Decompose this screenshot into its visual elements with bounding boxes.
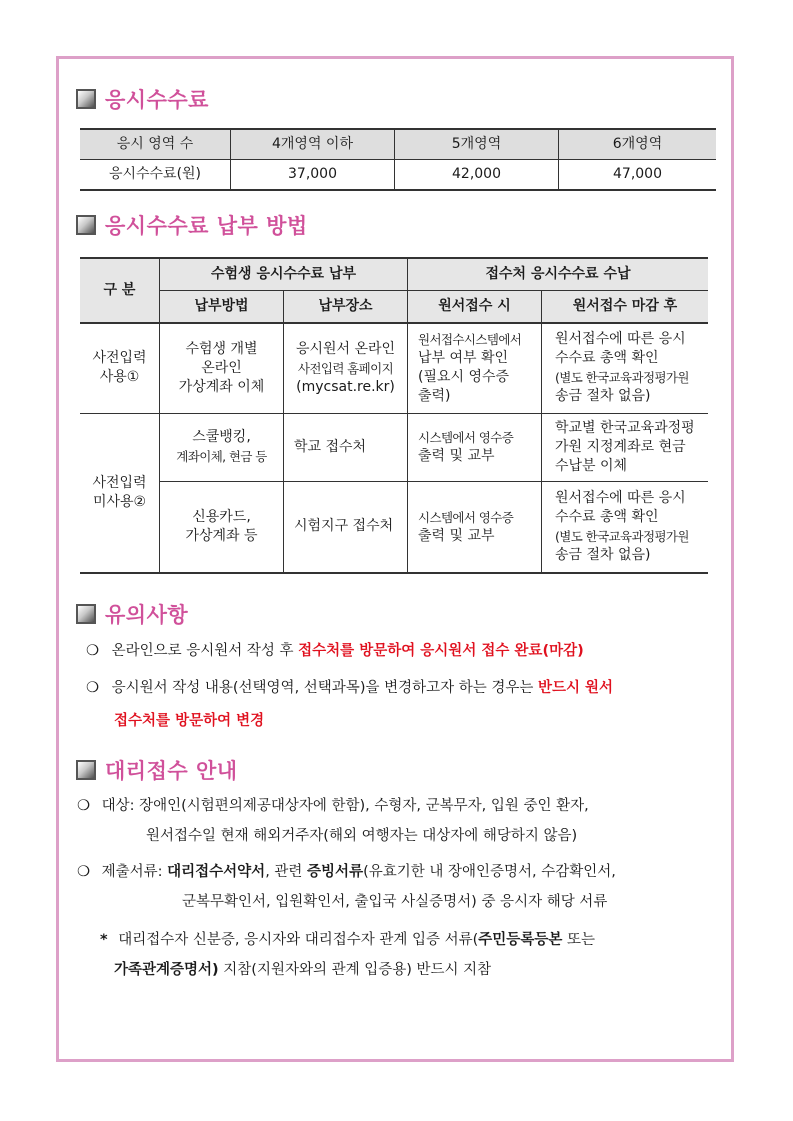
cell: 응시수수료(원) [80,160,231,191]
section-title: 응시수수료 [105,88,209,112]
cell: 원서접수시스템에서 납부 여부 확인 (필요시 영수증 출력) [408,323,542,413]
section-heading-caution [76,599,188,629]
section-heading-proxy [76,755,238,785]
table-row [80,323,708,413]
header-cell: 납부장소 [284,291,408,324]
circle-bullet-icon: ❍ [77,798,90,814]
header-cell: 4개영역 이하 [231,129,395,160]
header-cell: 원서접수 마감 후 [542,291,709,324]
proxy-documents-continued: 군복무확인서, 입원확인서, 출입국 사실증명서) 중 응시자 해당 서류 [182,894,608,910]
cell: 시험지구 접수처 [284,481,408,573]
caution-item: ❍ 온라인으로 응시원서 작성 후 접수처를 방문하여 응시원서 접수 완료(마감) [86,643,584,659]
cell: 37,000 [231,160,395,191]
cell: 스쿨뱅킹, 계좌이체, 현금 등 [160,413,284,481]
asterisk: * [100,932,108,948]
header-cell: 구 분 [80,258,160,323]
fee-table [80,128,716,191]
header-cell: 6개영역 [559,129,717,160]
cell: 시스템에서 영수증 출력 및 교부 [408,413,542,481]
cell: 신용카드, 가상계좌 등 [160,481,284,573]
cell: 시스템에서 영수증 출력 및 교부 [408,481,542,573]
caution-item: ❍ 응시원서 작성 내용(선택영역, 선택과목)을 변경하고자 하는 경우는 반드시 원서 [86,680,614,696]
table-row [80,291,708,324]
proxy-note: * 대리접수자 신분증, 응시자와 대리접수자 관계 입증 서류(주민등록등본 또는 [100,932,595,948]
header-cell: 접수처 응시수수료 수납 [408,258,709,291]
header-cell: 5개영역 [395,129,559,160]
section-heading-fee [76,84,209,114]
row-label: 사전입력 사용① [80,323,160,413]
square-bullet-icon [76,604,96,624]
row-label: 사전입력 미사용② [80,413,160,573]
proxy-note-continued: 가족관계증명서) 지참(지원자와의 관계 입증용) 반드시 지참 [114,962,492,978]
section-title: 응시수수료 납부 방법 [105,214,308,238]
cell: 응시원서 온라인 사전입력 홈페이지 (mycsat.re.kr) [284,323,408,413]
table-row [80,413,708,481]
cell: 학교별 한국교육과정평 가원 지정계좌로 현금 수납분 이체 [542,413,709,481]
proxy-target-continued: 원서접수일 현재 해외거주자(해외 여행자는 대상자에 해당하지 않음) [146,828,578,844]
circle-bullet-icon: ❍ [86,680,99,696]
section-title: 대리접수 안내 [105,759,238,783]
cell: 학교 접수처 [284,413,408,481]
table-row [80,160,716,191]
circle-bullet-icon: ❍ [77,864,90,880]
table-row [80,258,708,291]
cell: 원서접수에 따른 응시 수수료 총액 확인 (별도 한국교육과정평가원 송금 절차 없음) [542,323,709,413]
section-heading-method [76,210,308,240]
header-cell: 응시 영역 수 [80,129,231,160]
proxy-target: ❍ 대상: 장애인(시험편의제공대상자에 한함), 수형자, 군복무자, 입원 중인 환자, [77,798,589,814]
square-bullet-icon [76,760,96,780]
cell: 원서접수에 따른 응시 수수료 총액 확인 (별도 한국교육과정평가원 송금 절차 없음) [542,481,709,573]
header-cell: 수험생 응시수수료 납부 [160,258,408,291]
caution-item-continued: 접수처를 방문하여 변경 [114,713,265,729]
header-cell: 납부방법 [160,291,284,324]
cell: 수험생 개별 온라인 가상계좌 이체 [160,323,284,413]
table-row [80,129,716,160]
cell: 47,000 [559,160,717,191]
header-cell: 원서접수 시 [408,291,542,324]
square-bullet-icon [76,89,96,109]
payment-method-table [80,257,708,574]
circle-bullet-icon: ❍ [86,643,99,659]
square-bullet-icon [76,215,96,235]
section-title: 유의사항 [105,603,189,627]
cell: 42,000 [395,160,559,191]
proxy-documents: ❍ 제출서류: 대리접수서약서, 관련 증빙서류(유효기한 내 장애인증명서, 수감확인서, [77,864,616,880]
table-row [80,481,708,573]
